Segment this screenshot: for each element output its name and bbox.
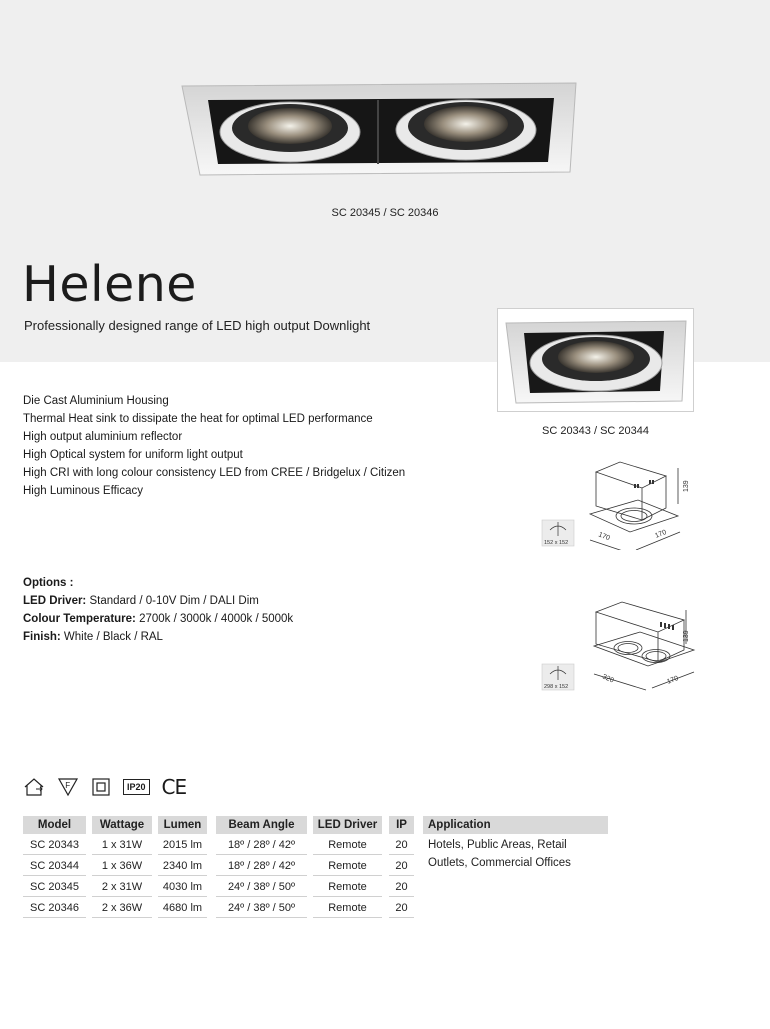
table-cell: 1 x 31W [92,835,152,855]
hero-caption: SC 20345 / SC 20346 [331,207,439,219]
double-width-a-label: 320 [601,673,615,685]
feature-list [23,392,405,500]
column-wattage [92,816,152,918]
double-downlight-photo [178,80,578,180]
column-model [23,816,86,918]
option-label: Finish: [23,631,61,643]
option-colour-temperature [23,610,293,628]
feature-item: High Luminous Efficacy [23,485,143,497]
table-cell: 2015 lm [158,835,207,855]
feature-item: High CRI with long colour consistency LED from CREE / Bridgelux / Citizen [23,467,406,479]
column-header: IP [389,816,414,834]
option-value: White / Black / RAL [60,631,163,643]
ce-mark-label: CE [161,775,187,799]
table-cell: Remote [313,877,382,897]
column-header: LED Driver [313,816,382,834]
double-width-b-label: 170 [666,674,680,686]
single-downlight-photo [498,309,693,411]
table-cell: 2 x 31W [92,877,152,897]
table-cell: 18º / 28º / 42º [216,835,307,855]
table-cell: 18º / 28º / 42º [216,856,307,876]
feature-item: High output aluminium reflector [23,431,183,443]
table-cell: 2 x 36W [92,898,152,918]
option-value: Standard / 0-10V Dim / DALI Dim [86,595,259,607]
double-dimension-drawing [538,598,698,696]
column-header: Application [423,816,608,834]
column-header: Wattage [92,816,152,834]
column-ip [389,816,414,918]
column-beam-angle [216,816,307,918]
product-subtitle: Professionally designed range of LED high output Downlight [24,318,371,333]
class-ii-icon [91,777,111,797]
column-header: Model [23,816,86,834]
single-dimension-drawing [538,458,698,550]
table-cell: SC 20346 [23,898,86,918]
table-cell: 2340 lm [158,856,207,876]
column-header: Beam Angle [216,816,307,834]
indoor-house-icon [23,777,45,797]
column-application [423,816,608,872]
product-title: Helene [22,256,197,313]
column-lumen [158,816,207,918]
option-finish [23,628,293,646]
table-cell: 20 [389,898,414,918]
table-cell: Remote [313,856,382,876]
table-cell: 4680 lm [158,898,207,918]
table-cell: SC 20344 [23,856,86,876]
table-cell: Remote [313,898,382,918]
table-cell: 1 x 36W [92,856,152,876]
table-cell: SC 20345 [23,877,86,897]
f-mark-label: F [65,781,71,790]
table-cell: 20 [389,877,414,897]
feature-item: High Optical system for uniform light output [23,449,243,461]
single-cutout-label: 152 x 152 [544,540,569,546]
application-text: Hotels, Public Areas, Retail Outlets, Commercial Offices [428,839,571,869]
single-height-label: 139 [683,480,690,492]
double-height-label: 139 [683,630,690,642]
option-label: LED Driver: [23,595,87,607]
option-label: Colour Temperature: [23,613,136,625]
options-heading: Options : [23,577,74,589]
table-cell: 20 [389,856,414,876]
table-cell: 24º / 38º / 50º [216,898,307,918]
ip20-badge-label: IP20 [123,779,150,795]
single-width-a-label: 170 [597,531,611,543]
options-block [23,574,293,646]
single-width-b-label: 170 [654,528,668,540]
feature-item: Thermal Heat sink to dissipate the heat for optimal LED performance [23,413,373,425]
double-cutout-label: 298 x 152 [544,684,569,690]
certification-icons [23,776,198,798]
table-cell: 4030 lm [158,877,207,897]
option-value: 2700k / 3000k / 4000k / 5000k [135,613,294,625]
feature-item: Die Cast Aluminium Housing [23,395,169,407]
ip20-icon [123,779,150,795]
option-led-driver [23,592,293,610]
single-caption: SC 20343 / SC 20344 [541,425,650,437]
table-cell: 20 [389,835,414,855]
table-cell: SC 20343 [23,835,86,855]
single-downlight-photo-frame [497,308,694,412]
table-cell: Remote [313,835,382,855]
table-cell: 24º / 38º / 50º [216,877,307,897]
column-header: Lumen [158,816,207,834]
f-mark-icon [57,777,79,797]
column-led-driver [313,816,382,918]
ce-icon [162,777,187,797]
